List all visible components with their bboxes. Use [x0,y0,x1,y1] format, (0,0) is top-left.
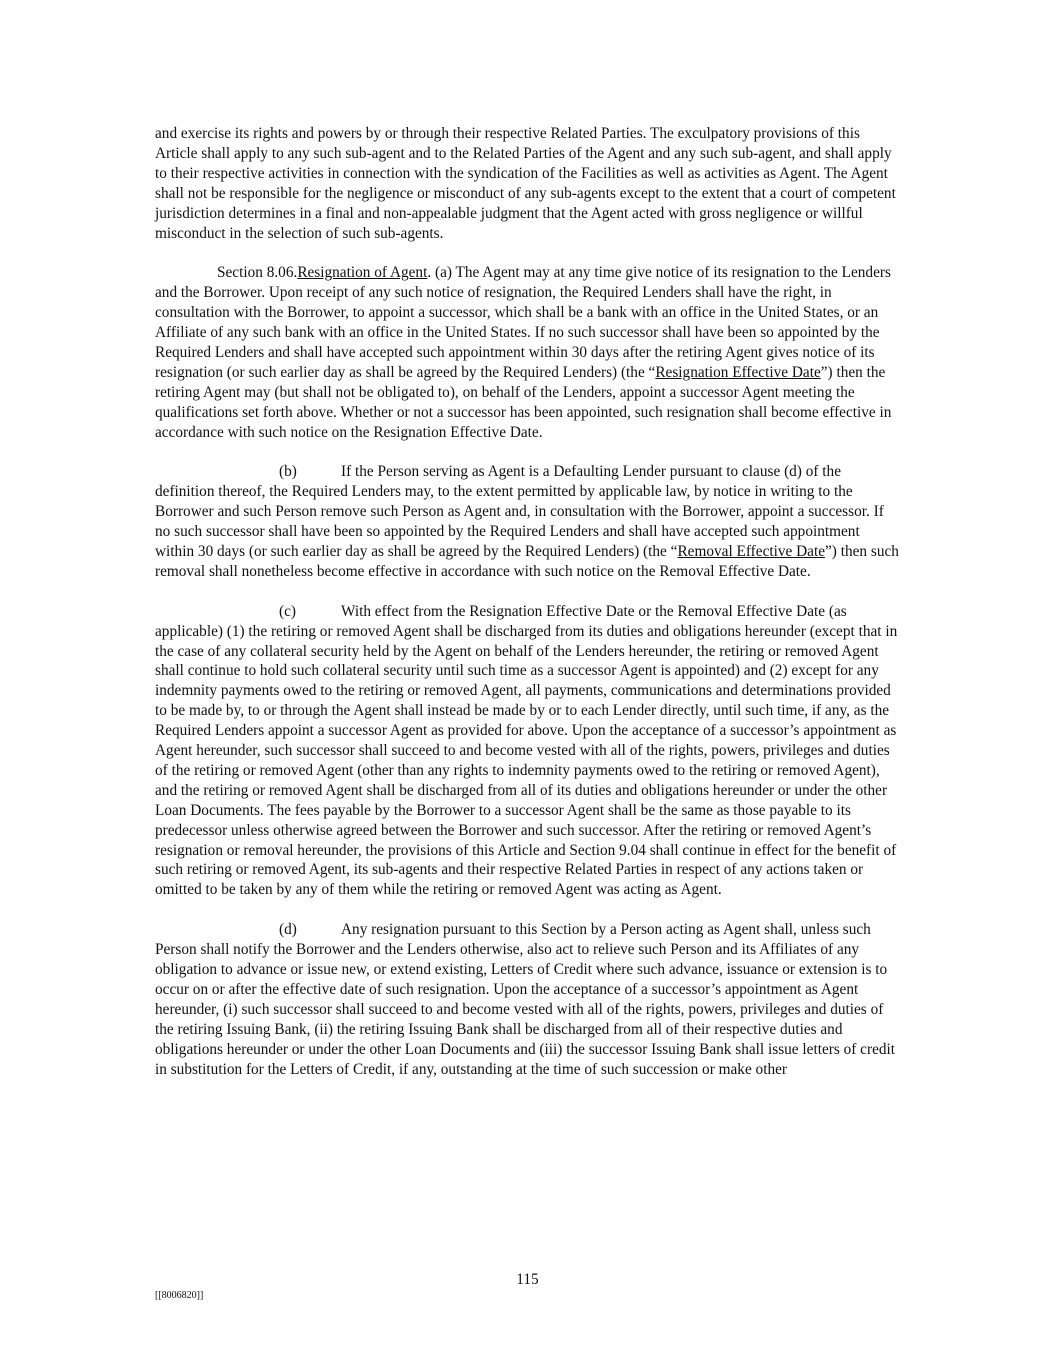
paragraph-d [155,920,900,1079]
document-body [155,124,900,1099]
clause-label-c: (c) [279,602,296,620]
clause-label-d: (d) [279,921,297,939]
section-text-a: . (a) The Agent may at any time give notice of its resignation to the Lenders and the Borrower. Upon receipt of any such notice of resignation, the Required Lenders shall have the right, in consultation with the Borrower, to appoint a successor, which shall be a bank with an office in the United States, or an Affiliate of any such bank with an office in the United States. If no such successor shall have been so appointed by the Required Lenders and shall have accepted such appointment within 30 days after the retiring Agent gives notice of its resignation (or such earlier day as shall be agreed by the Required Lenders) (the “ [155,264,891,381]
document-id: [[8006820]] [155,1290,204,1301]
defined-term-resignation-effective-date: Resignation Effective Date [655,363,821,381]
clause-label-b: (b) [279,463,297,481]
page-number: 115 [516,1271,539,1288]
paragraph-b-text-b: ”) then such removal shall nonetheless become effective in accordance with such notice on the Removal Effective Date. [155,543,899,580]
paragraph-c [155,602,900,901]
section-heading: Resignation of Agent [297,264,428,282]
paragraph-continuation: and exercise its rights and powers by or through their respective Related Parties. The exculpatory provisions of this Article shall apply to any such sub-agent and to the Related Parties of the Agent and any such sub-agent, and shall apply to their respective activities in connection with the syndication of the Facilities as well as activities as Agent. The Agent shall not be responsible for the negligence or misconduct of any sub-agents except to the extent that a court of competent jurisdiction determines in a final and non-appealable judgment that the Agent acted with gross negligence or willful misconduct in the selection of such sub-agents. [155,125,896,242]
paragraph-b-text-a: If the Person serving as Agent is a Defaulting Lender pursuant to clause (d) of the definition thereof, the Required Lenders may, to the extent permitted by applicable law, by notice in writing to the Borrower and such Person remove such Person as Agent and, in consultation with the Borrower, appoint a successor. If no such successor shall have been so appointed by the Required Lenders and shall have accepted such appointment within 30 days (or such earlier day as shall be agreed by the Required Lenders) (the “ [155,463,884,560]
defined-term-removal-effective-date: Removal Effective Date [677,543,825,560]
paragraph-b [155,462,900,581]
section-text-b: ”) then the retiring Agent may (but shall not be obligated to), on behalf of the Lenders, appoint a successor Agent meeting the qualifications set forth above. Whether or not a successor has been appointed, such resignation shall become effective in accordance with such notice on the Resignation Effective Date. [155,363,892,441]
section-8-06-paragraph-a [155,263,900,442]
paragraph-c-text: With effect from the Resignation Effective Date or the Removal Effective Date (as applicable) (1) the retiring or removed Agent shall be discharged from its duties and obligations hereunder (except that in the case of any collateral security held by the Agent on behalf of the Lenders hereunder, the retiring or removed Agent shall continue to hold such collateral security until such time as a successor Agent is appointed) and (2) except for any indemnity payments owed to the retiring or removed Agent, all payments, communications and determinations provided to be made by, to or through the Agent shall instead be made by or to each Lender directly, until such time, if any, as the Required Lenders appoint a successor Agent as provided for above. Upon the acceptance of a successor’s appointment as Agent hereunder, such successor shall succeed to and become vested with all of the rights, powers, privileges and duties of the retiring or removed Agent (other than any rights to indemnity payments owed to the retiring or removed Agent), and the retiring or removed Agent shall be discharged from all of its duties and obligations hereunder or under the other Loan Documents. The fees payable by the Borrower to a successor Agent shall be the same as those payable to its predecessor unless otherwise agreed between the Borrower and such successor. After the retiring or removed Agent’s resignation or removal hereunder, the provisions of this Article and Section 9.04 shall continue in effect for the benefit of such retiring or removed Agent, its sub-agents and their respective Related Parties in respect of any actions taken or omitted to be taken by any of them while the retiring or removed Agent was acting as Agent. [155,602,898,899]
section-label: Section 8.06. [217,264,298,282]
paragraph-d-text: Any resignation pursuant to this Section by a Person acting as Agent shall, unless such Person shall notify the Borrower and the Lenders otherwise, also act to relieve such Person and its Affiliates of any obligation to advance or issue new, or extend existing, Letters of Credit where such advance, issuance or extension is to occur on or after the effective date of such resignation. Upon the acceptance of a successor’s appointment as Agent hereunder, (i) such successor shall succeed to and become vested with all of the rights, powers, privileges and duties of the retiring Issuing Bank, (ii) the retiring Issuing Bank shall be discharged from all of their respective duties and obligations hereunder or under the other Loan Documents and (iii) the successor Issuing Bank shall issue letters of credit in substitution for the Letters of Credit, if any, outstanding at the time of such succession or make other [155,921,896,1078]
